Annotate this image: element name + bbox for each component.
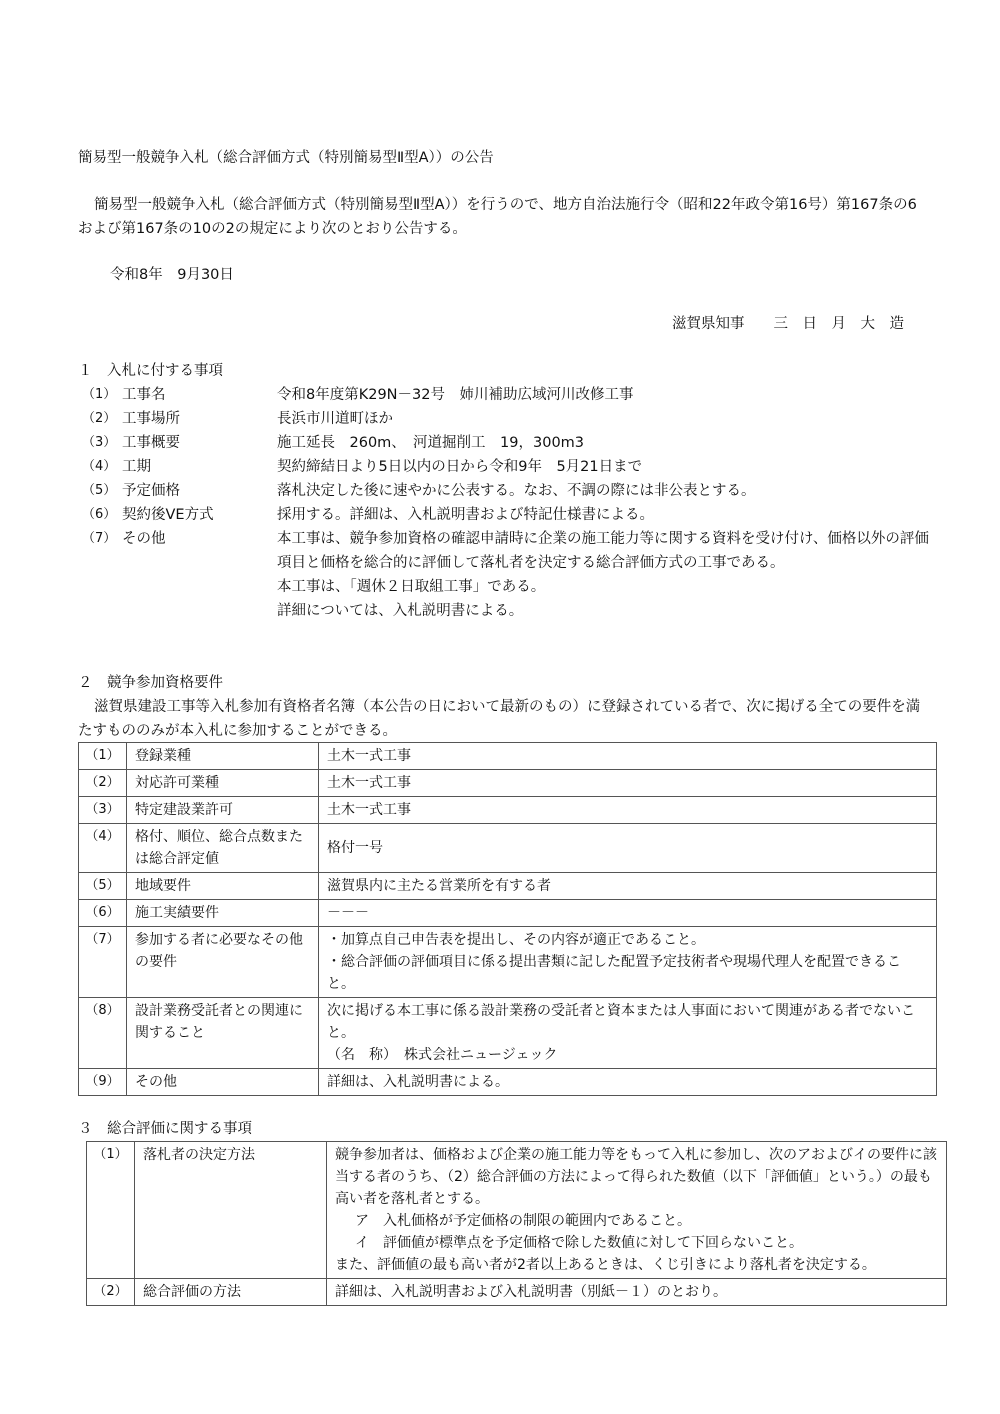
item-number: （1） [82, 387, 117, 402]
row-value-line: 土木一式工事 [327, 775, 411, 791]
row-value-line: 滋賀県内に主たる営業所を有する者 [327, 878, 551, 894]
row-value-line: （名 称） 株式会社ニュージェック [327, 1047, 558, 1063]
row-value [319, 824, 937, 873]
section2-intro: 滋賀県建設工事等入札参加有資格者名簿（本公告の日において最新のもの）に登録されている者で、次に掲げる全ての要件を満たすもののみが本入札に参加することができる。 [78, 699, 921, 739]
item-label: 工事名 [122, 387, 166, 403]
table-row [79, 900, 937, 927]
row-number: （5） [79, 873, 127, 900]
item-value [277, 455, 940, 479]
row-number: （1） [79, 743, 127, 770]
item-value-line: 採用する。詳細は、入札説明書および特記仕様書による。 [277, 507, 654, 523]
row-value-line: 次に掲げる本工事に係る設計業務の受託者と資本または人事面において関連がある者でないこと。 [327, 1003, 915, 1041]
item-number: （4） [82, 459, 117, 474]
row-label: 総合評価の方法 [135, 1279, 327, 1306]
row-value-line: ・総合評価の評価項目に係る提出書類に記した配置予定技術者や現場代理人を配置できること。 [327, 954, 901, 992]
row-value-line: 土木一式工事 [327, 802, 411, 818]
section2-heading: ２ 競争参加資格要件 [78, 675, 223, 691]
item-number: （6） [82, 507, 117, 522]
item-number: （2） [82, 411, 117, 426]
row-value-line: ・加算点自己申告表を提出し、その内容が適正であること。 [327, 932, 705, 948]
document-title: 簡易型一般競争入札（総合評価方式（特別簡易型Ⅱ型A））の公告 [78, 150, 494, 166]
item-value-line: 長浜市川道町ほか [277, 411, 393, 427]
item-value [277, 479, 940, 503]
row-label: 対応許可業種 [127, 770, 319, 797]
row-number: （9） [79, 1069, 127, 1096]
section1-heading: １ 入札に付する事項 [78, 363, 223, 379]
item-value-line: 令和8年度第K29N－32号 姉川補助広域河川改修工事 [277, 387, 634, 403]
table-row [79, 927, 937, 998]
table-row [87, 1279, 947, 1306]
table-row [79, 770, 937, 797]
table-row [79, 824, 937, 873]
item-row [80, 431, 940, 455]
issuer-name: 滋賀県知事 三 日 月 大 造 [672, 316, 904, 332]
row-value-line: また、評価値の最も高い者が2者以上あるときは、くじ引きにより落札者を決定する。 [335, 1257, 876, 1273]
row-value-line: ア 入札価格が予定価格の制限の範囲内であること。 [355, 1213, 691, 1229]
item-label: 工事場所 [122, 411, 180, 427]
section3-heading: ３ 総合評価に関する事項 [78, 1121, 252, 1137]
row-value [327, 1279, 947, 1306]
row-value-line: 詳細は、入札説明書および入札説明書（別紙－１）のとおり。 [335, 1284, 727, 1300]
row-label: 施工実績要件 [127, 900, 319, 927]
table-row [79, 873, 937, 900]
row-label: 設計業務受託者との関連に関すること [127, 998, 319, 1069]
row-label: 参加する者に必要なその他の要件 [127, 927, 319, 998]
item-value-line: 詳細については、入札説明書による。 [277, 603, 524, 619]
item-label: 工事概要 [122, 435, 180, 451]
item-value [277, 431, 940, 455]
publication-date: 令和8年 9月30日 [110, 267, 234, 283]
item-row [80, 503, 940, 527]
row-label: 格付、順位、総合点数または総合評定値 [127, 824, 319, 873]
row-number: （2） [87, 1279, 135, 1306]
item-number: （5） [82, 483, 117, 498]
qualification-table [78, 742, 937, 1096]
row-number: （2） [79, 770, 127, 797]
row-value [319, 927, 937, 998]
item-value-line: 本工事は、競争参加資格の確認申請時に企業の施工能力等に関する資料を受け付け、価格以外の評価項目と価格を総合的に評価して落札者を決定する総合評価方式の工事である。 [277, 531, 929, 571]
item-value-line: 契約締結日より5日以内の日から令和9年 5月21日まで [277, 459, 643, 475]
item-value-line: 施工延長 260m、 河道掘削工 19，300m3 [277, 435, 585, 451]
item-label: 予定価格 [122, 483, 180, 499]
section1-items [80, 383, 940, 623]
item-row [80, 407, 940, 431]
row-value [319, 900, 937, 927]
row-value-line: 詳細は、入札説明書による。 [327, 1074, 509, 1090]
row-value-line: イ 評価値が標準点を予定価格で除した数値に対して下回らないこと。 [355, 1235, 803, 1251]
row-label: 特定建設業許可 [127, 797, 319, 824]
row-label: 地域要件 [127, 873, 319, 900]
row-value-line: －－－ [327, 905, 369, 921]
table-row [79, 1069, 937, 1096]
row-value-line: 競争参加者は、価格および企業の施工能力等をもって入札に参加し、次のアおよびイの要件に該当する者のうち、（2）総合評価の方法によって得られた数値（以下「評価値」という。）の最も高い者を落札者とする。 [335, 1147, 937, 1207]
item-row [80, 383, 940, 407]
item-row [80, 455, 940, 479]
item-label: 契約後VE方式 [122, 507, 214, 523]
table-row [79, 797, 937, 824]
row-label: 登録業種 [127, 743, 319, 770]
row-value [327, 1142, 947, 1279]
item-number: （7） [82, 531, 117, 546]
item-value-line: 落札決定した後に速やかに公表する。なお、不調の際には非公表とする。 [277, 483, 756, 499]
item-value [277, 527, 940, 623]
row-value-line: 土木一式工事 [327, 748, 411, 764]
row-number: （4） [79, 824, 127, 873]
item-label: その他 [122, 531, 166, 547]
row-value-line: 格付一号 [327, 840, 383, 856]
table-row [79, 998, 937, 1069]
item-row [80, 527, 940, 623]
row-value [319, 998, 937, 1069]
row-label: その他 [127, 1069, 319, 1096]
row-value [319, 770, 937, 797]
item-row [80, 479, 940, 503]
item-value [277, 383, 940, 407]
row-value [319, 797, 937, 824]
table-row [79, 743, 937, 770]
row-number: （3） [79, 797, 127, 824]
item-value-line: 本工事は、「週休２日取組工事」である。 [277, 579, 546, 595]
evaluation-table [86, 1141, 947, 1306]
row-label: 落札者の決定方法 [135, 1142, 327, 1279]
intro-paragraph: 簡易型一般競争入札（総合評価方式（特別簡易型Ⅱ型A））を行うので、地方自治法施行令（昭和22年政令第16号）第167条の6および第167条の10の2の規定により次のとおり公告する。 [78, 197, 917, 237]
row-number: （7） [79, 927, 127, 998]
row-number: （6） [79, 900, 127, 927]
item-value [277, 503, 940, 527]
row-value [319, 873, 937, 900]
row-value [319, 743, 937, 770]
row-value [319, 1069, 937, 1096]
table-row [87, 1142, 947, 1279]
item-value [277, 407, 940, 431]
item-number: （3） [82, 435, 117, 450]
row-number: （1） [87, 1142, 135, 1279]
row-number: （8） [79, 998, 127, 1069]
item-label: 工期 [122, 459, 151, 475]
